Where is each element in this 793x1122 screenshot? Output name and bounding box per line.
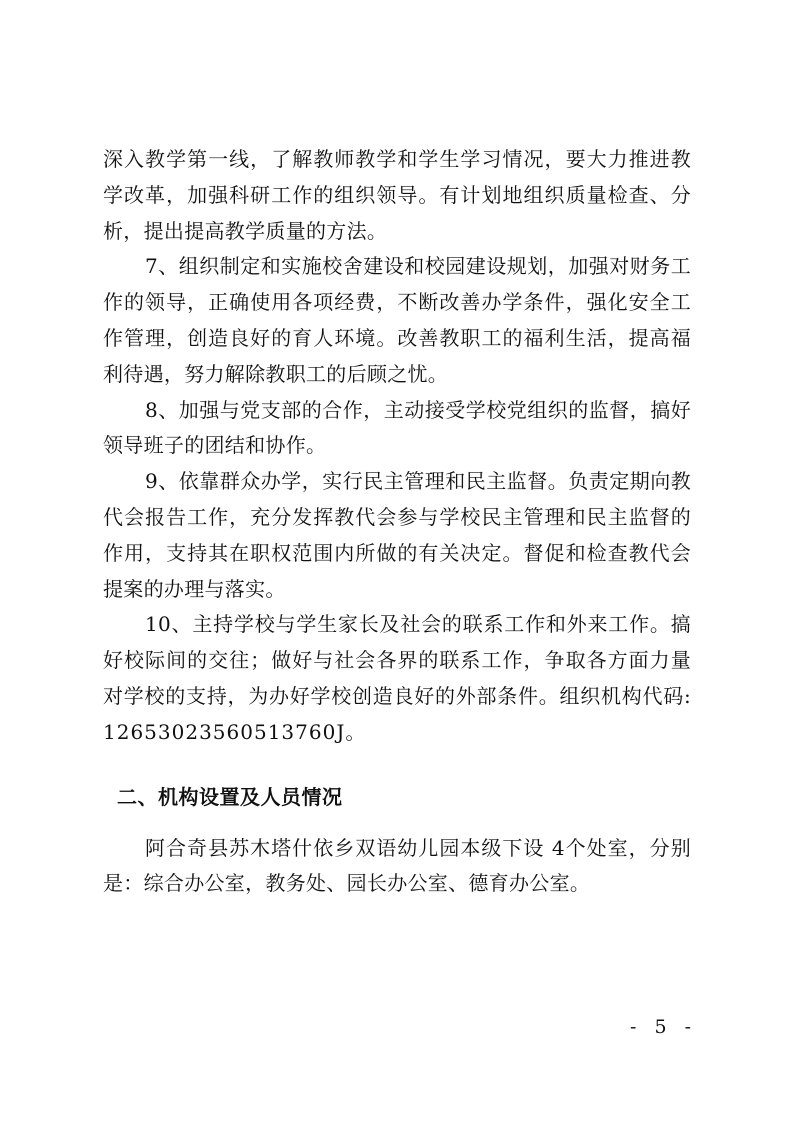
paragraph-item-8: 8、加强与党支部的合作，主动接受学校党组织的监督，搞好领导班子的团结和协作。 [103,397,691,458]
page-number: - 5 - [629,1016,697,1038]
paragraph-continuation: 深入教学第一线，了解教师教学和学生学习情况，要大力推进教学改革，加强科研工作的组织领导。有计划地组织质量检查、分析，提出提高教学质量的方法。 [103,147,691,243]
document-body [103,142,691,902]
organization-code: 12653023560513760J。 [103,719,367,744]
section-heading: 二、机构设置及人员情况 [117,784,343,809]
paragraph-item-10-text: 10、主持学校与学生家长及社会的联系工作和外来工作。搞好校际间的交往；做好与社会各界的联系工作，争取各方面力量对学校的支持，为办好学校创造良好的外部条件。组织机构代码: [103,612,691,708]
paragraph-item-10 [103,607,691,750]
paragraph-section-body: 阿合奇县苏木塔什依乡双语幼儿园本级下设 4个处室，分别是：综合办公室，教务处、园长办公室、德育办公室。 [103,835,691,896]
paragraph-item-9: 9、依靠群众办学，实行民主管理和民主监督。负责定期向教代会报告工作，充分发挥教代会参与学校民主管理和民主监督的作用，支持其在职权范围内所做的有关决定。督促和检查教代会提案的办理与落实。 [103,469,691,601]
paragraph-item-7: 7、组织制定和实施校舍建设和校园建设规划，加强对财务工作的领导，正确使用各项经费，不断改善办学条件，强化安全工作管理，创造良好的育人环境。改善教职工的福利生活，提高福利待遇，努力解除教职工的后顾之忧。 [103,254,691,386]
